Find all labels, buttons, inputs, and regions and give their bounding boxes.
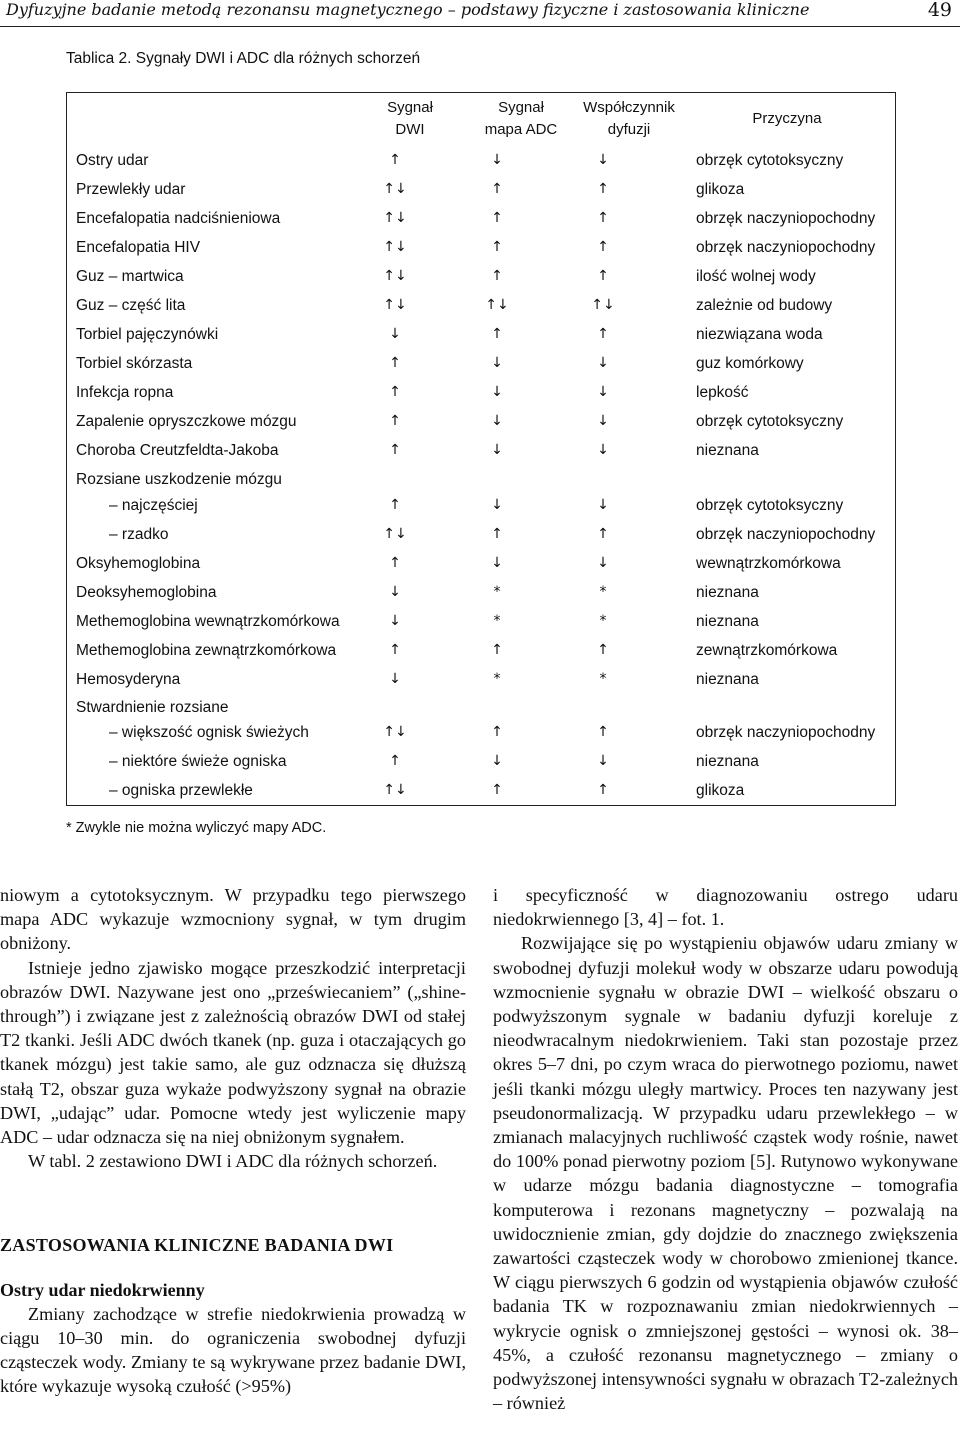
row-dwi-signal: ↑↓ bbox=[383, 210, 407, 226]
row-coef-signal: ↑ bbox=[597, 326, 609, 342]
table-row bbox=[67, 749, 895, 776]
row-adc-signal: ↓ bbox=[491, 355, 503, 371]
row-coef-signal: ↓ bbox=[597, 555, 609, 571]
row-condition: Deoksyhemoglobina bbox=[76, 584, 217, 601]
row-condition: Rozsiane uszkodzenie mózgu bbox=[76, 471, 282, 488]
row-dwi-signal: ↑ bbox=[389, 555, 401, 571]
table-row bbox=[67, 293, 895, 320]
row-dwi-signal: ↑ bbox=[389, 384, 401, 400]
row-coef-signal: ↓ bbox=[597, 152, 609, 168]
table-row bbox=[67, 409, 895, 436]
row-condition: Encefalopatia HIV bbox=[76, 239, 201, 256]
row-coef-signal: ↓ bbox=[597, 753, 609, 769]
row-dwi-signal: ↑↓ bbox=[383, 239, 407, 255]
row-adc-signal: ↑ bbox=[491, 526, 503, 542]
row-dwi-signal: ↑↓ bbox=[383, 782, 407, 798]
row-cause: obrzęk naczyniopochodny bbox=[696, 724, 876, 741]
table-caption: Tablica 2. Sygnały DWI i ADC dla różnych schorzeń bbox=[66, 50, 421, 67]
table-row bbox=[67, 667, 895, 694]
row-cause: nieznana bbox=[696, 753, 759, 770]
row-condition: Methemoglobina zewnątrzkomórkowa bbox=[76, 642, 337, 659]
header-dwi bbox=[377, 97, 443, 141]
row-coef-signal: ↑ bbox=[597, 181, 609, 197]
running-header: Dyfuzyjne badanie metodą rezonansu magnetycznego – podstawy fizyczne i zastosowania kliniczne bbox=[6, 0, 810, 19]
table-row bbox=[67, 467, 895, 494]
row-condition: Infekcja ropna bbox=[76, 384, 174, 401]
row-adc-signal: ↑ bbox=[491, 210, 503, 226]
row-adc-signal: ↑ bbox=[491, 181, 503, 197]
row-cause: obrzęk naczyniopochodny bbox=[696, 526, 876, 543]
row-coef-signal: * bbox=[599, 584, 607, 600]
header-dwi-line1: Sygnał bbox=[387, 99, 433, 116]
row-coef-signal: ↑ bbox=[597, 782, 609, 798]
row-dwi-signal: ↓ bbox=[389, 613, 401, 629]
row-coef-signal: ↑ bbox=[597, 210, 609, 226]
row-coef-signal: ↑↓ bbox=[591, 297, 615, 313]
row-dwi-signal: ↑↓ bbox=[383, 181, 407, 197]
row-dwi-signal: ↑↓ bbox=[383, 526, 407, 542]
row-dwi-signal: ↑ bbox=[389, 413, 401, 429]
header-cause bbox=[707, 108, 867, 130]
row-cause: nieznana bbox=[696, 671, 759, 688]
table-row bbox=[67, 438, 895, 465]
row-cause: obrzęk cytotoksyczny bbox=[696, 497, 844, 514]
row-condition: Stwardnienie rozsiane bbox=[76, 699, 229, 716]
table-row bbox=[67, 264, 895, 291]
row-condition: Hemosyderyna bbox=[76, 671, 181, 688]
row-condition: Methemoglobina wewnątrzkomórkowa bbox=[76, 613, 340, 630]
row-cause: wewnątrzkomórkowa bbox=[696, 555, 841, 572]
row-dwi-signal: ↑ bbox=[389, 497, 401, 513]
row-dwi-signal: ↓ bbox=[389, 584, 401, 600]
row-cause: niezwiązana woda bbox=[696, 326, 823, 343]
row-coef-signal: ↓ bbox=[597, 497, 609, 513]
row-condition: Torbiel pajęczynówki bbox=[76, 326, 219, 343]
table-row bbox=[67, 235, 895, 262]
row-adc-signal: ↑ bbox=[491, 724, 503, 740]
row-cause: ilość wolnej wody bbox=[696, 268, 816, 285]
row-coef-signal: * bbox=[599, 613, 607, 629]
row-condition: – większość ognisk świeżych bbox=[109, 724, 309, 741]
table-row bbox=[67, 580, 895, 607]
table-row bbox=[67, 322, 895, 349]
row-condition: Torbiel skórzasta bbox=[76, 355, 193, 372]
row-cause: lepkość bbox=[696, 384, 749, 401]
table-row bbox=[67, 551, 895, 578]
header-dwi-line2: DWI bbox=[395, 121, 425, 138]
row-dwi-signal: ↑↓ bbox=[383, 297, 407, 313]
row-coef-signal: ↓ bbox=[597, 355, 609, 371]
row-dwi-signal: ↑↓ bbox=[383, 268, 407, 284]
row-condition: Zapalenie opryszczkowe mózgu bbox=[76, 413, 297, 430]
row-coef-signal: ↓ bbox=[597, 384, 609, 400]
row-cause: guz komórkowy bbox=[696, 355, 804, 372]
row-condition: Ostry udar bbox=[76, 152, 149, 169]
row-adc-signal: ↓ bbox=[491, 152, 503, 168]
row-dwi-signal: ↑ bbox=[389, 642, 401, 658]
left-column bbox=[0, 883, 466, 1399]
row-cause: obrzęk naczyniopochodny bbox=[696, 239, 876, 256]
row-adc-signal: ↓ bbox=[491, 442, 503, 458]
header-cause-text: Przyczyna bbox=[752, 110, 822, 127]
row-adc-signal: ↑ bbox=[491, 642, 503, 658]
left-paragraph-1: niowym a cytotoksycznym. W przypadku tego pierwszego mapa ADC wykazuje wzmocniony sygnał, w tym drugim obniżony. bbox=[0, 885, 466, 954]
row-condition: Guz – martwica bbox=[76, 268, 184, 285]
row-condition: Choroba Creutzfeldta-Jakoba bbox=[76, 442, 279, 459]
row-dwi-signal: ↑ bbox=[389, 152, 401, 168]
table-footnote: * Zwykle nie można wyliczyć mapy ADC. bbox=[66, 820, 327, 836]
page-number: 49 bbox=[927, 0, 952, 21]
row-adc-signal: ↓ bbox=[491, 413, 503, 429]
row-adc-signal: * bbox=[493, 671, 501, 687]
row-cause: obrzęk naczyniopochodny bbox=[696, 210, 876, 227]
row-coef-signal: * bbox=[599, 671, 607, 687]
row-adc-signal: ↑ bbox=[491, 326, 503, 342]
header-adc-line1: Sygnał bbox=[498, 99, 544, 116]
table-row bbox=[67, 522, 895, 549]
row-dwi-signal: ↑↓ bbox=[383, 724, 407, 740]
row-cause: nieznana bbox=[696, 584, 759, 601]
table-row bbox=[67, 720, 895, 747]
row-adc-signal: ↑↓ bbox=[485, 297, 509, 313]
row-coef-signal: ↑ bbox=[597, 526, 609, 542]
row-condition: – najczęściej bbox=[109, 497, 198, 514]
row-cause: nieznana bbox=[696, 613, 759, 630]
header-rule bbox=[0, 26, 960, 27]
row-condition: Guz – część lita bbox=[76, 297, 186, 314]
row-dwi-signal: ↓ bbox=[389, 671, 401, 687]
signal-table bbox=[66, 92, 896, 806]
row-adc-signal: ↓ bbox=[491, 555, 503, 571]
row-cause: zależnie od budowy bbox=[696, 297, 833, 314]
table-row bbox=[67, 609, 895, 636]
row-condition: Oksyhemoglobina bbox=[76, 555, 201, 572]
right-column bbox=[493, 883, 958, 1415]
row-cause: obrzęk cytotoksyczny bbox=[696, 152, 844, 169]
row-adc-signal: ↓ bbox=[491, 497, 503, 513]
table-row bbox=[67, 778, 895, 805]
table-row bbox=[67, 493, 895, 520]
subsection-title: Ostry udar niedokrwienny bbox=[0, 1279, 205, 1300]
row-cause: nieznana bbox=[696, 442, 759, 459]
row-dwi-signal: ↑ bbox=[389, 442, 401, 458]
row-condition: Przewlekły udar bbox=[76, 181, 186, 198]
right-paragraph-2: Rozwijające się po wystąpieniu objawów udaru zmiany w swobodnej dyfuzji molekuł wody w obszarze udaru powodują wzmocnienie sygnału w obrazie DWI – wielkość obszaru o podwyższonym sygnale w badaniu dyfuzji koreluje z nieodwracalnym niedokrwieniem. Taki stan pozostaje przez okres 5–7 dni, po czym wraca do pierwotnego poziomu, nawet jeśli tkanki mózgu uległy martwicy. Proces ten nazywany jest pseudonormalizacją. W przypadku udaru przewlekłego – w zmianach malacyjnych ruchliwość cząstek wody rośnie, nawet do 100% ponad pierwotny poziom [5]. Rutynowo wykonywane w udarze mózgu badania diagnostyczne – tomografia komputerowa i rezonans magnetyczny – pozwalają na uwidocznienie zmian, gdy dojdzie do znacznego zwiększenia zawartości cząsteczek wody w chorobowo zmienionej tkance. W ciągu pierwszych 6 godzin od wystąpienia objawów czułość badania TK w rozpoznawaniu zmian niedokrwiennych – wykrycie ognisk o zmniejszonej gęstości – wynosi ok. 38–45%, a czułość rezonansu magnetycznego – zmiany o podwyższonej intensywności sygnału w obrazach T2-zależnych – również bbox=[493, 933, 958, 1414]
row-coef-signal: ↑ bbox=[597, 239, 609, 255]
left-paragraph-2: Istnieje jedno zjawisko mogące przeszkodzić interpretacji obrazów DWI. Nazywane jest ono „przeświecaniem” („shine-through”) i związane jest z zależnością obrazów DWI od stałej T2 tkanki. Jeśli ADC dwóch tkanek (np. guza i otaczających go tkanek mózgu) jest takie samo, ale guz odznacza się dłuższą stałą T2, obszar guza wykaże podwyższony sygnał na obrazie DWI, „udając” udar. Pomocne wtedy jest wyliczenie mapy ADC – udar odznacza się na niej obniżonym sygnałem. bbox=[0, 957, 466, 1148]
table-row bbox=[67, 148, 895, 175]
row-adc-signal: ↑ bbox=[491, 782, 503, 798]
row-condition: – niektóre świeże ogniska bbox=[109, 753, 287, 770]
header-coef-line2: dyfuzji bbox=[607, 121, 651, 138]
header-coef-line1: Współczynnik bbox=[583, 99, 675, 116]
row-adc-signal: * bbox=[493, 613, 501, 629]
row-condition: – ogniska przewlekłe bbox=[109, 782, 253, 799]
row-dwi-signal: ↑ bbox=[389, 355, 401, 371]
row-dwi-signal: ↑ bbox=[389, 753, 401, 769]
row-adc-signal: ↓ bbox=[491, 753, 503, 769]
row-coef-signal: ↑ bbox=[597, 642, 609, 658]
left-paragraph-3: W tabl. 2 zestawiono DWI i ADC dla różnych schorzeń. bbox=[28, 1151, 438, 1172]
section-title: ZASTOSOWANIA KLINICZNE BADANIA DWI bbox=[0, 1235, 394, 1256]
row-adc-signal: ↑ bbox=[491, 239, 503, 255]
row-coef-signal: ↓ bbox=[597, 442, 609, 458]
left-paragraph-4: Zmiany zachodzące w strefie niedokrwienia prowadzą w ciągu 10–30 min. do ograniczenia swobodnej dyfuzji cząsteczek wody. Zmiany te są wykrywane przez badanie DWI, które wykazuje wysoką czułość (>95%) bbox=[0, 1303, 466, 1397]
row-adc-signal: ↓ bbox=[491, 384, 503, 400]
row-cause: obrzęk cytotoksyczny bbox=[696, 413, 844, 430]
row-dwi-signal: ↓ bbox=[389, 326, 401, 342]
row-coef-signal: ↑ bbox=[597, 724, 609, 740]
row-condition: Encefalopatia nadciśnieniowa bbox=[76, 210, 281, 227]
table-row bbox=[67, 638, 895, 665]
row-condition: – rzadko bbox=[109, 526, 169, 543]
row-coef-signal: ↓ bbox=[597, 413, 609, 429]
table-row bbox=[67, 351, 895, 378]
table-row bbox=[67, 695, 895, 722]
header-adc bbox=[477, 97, 565, 141]
row-adc-signal: ↑ bbox=[491, 268, 503, 284]
table-row bbox=[67, 206, 895, 233]
row-coef-signal: ↑ bbox=[597, 268, 609, 284]
table-row bbox=[67, 177, 895, 204]
table-row bbox=[67, 380, 895, 407]
row-cause: glikoza bbox=[696, 181, 745, 198]
row-cause: glikoza bbox=[696, 782, 745, 799]
header-adc-line2: mapa ADC bbox=[484, 121, 558, 138]
row-adc-signal: * bbox=[493, 584, 501, 600]
right-paragraph-1: i specyficzność w diagnozowaniu ostrego udaru niedokrwiennego [3, 4] – fot. 1. bbox=[493, 885, 958, 930]
header-coefficient bbox=[577, 97, 681, 141]
row-cause: zewnątrzkomórkowa bbox=[696, 642, 838, 659]
